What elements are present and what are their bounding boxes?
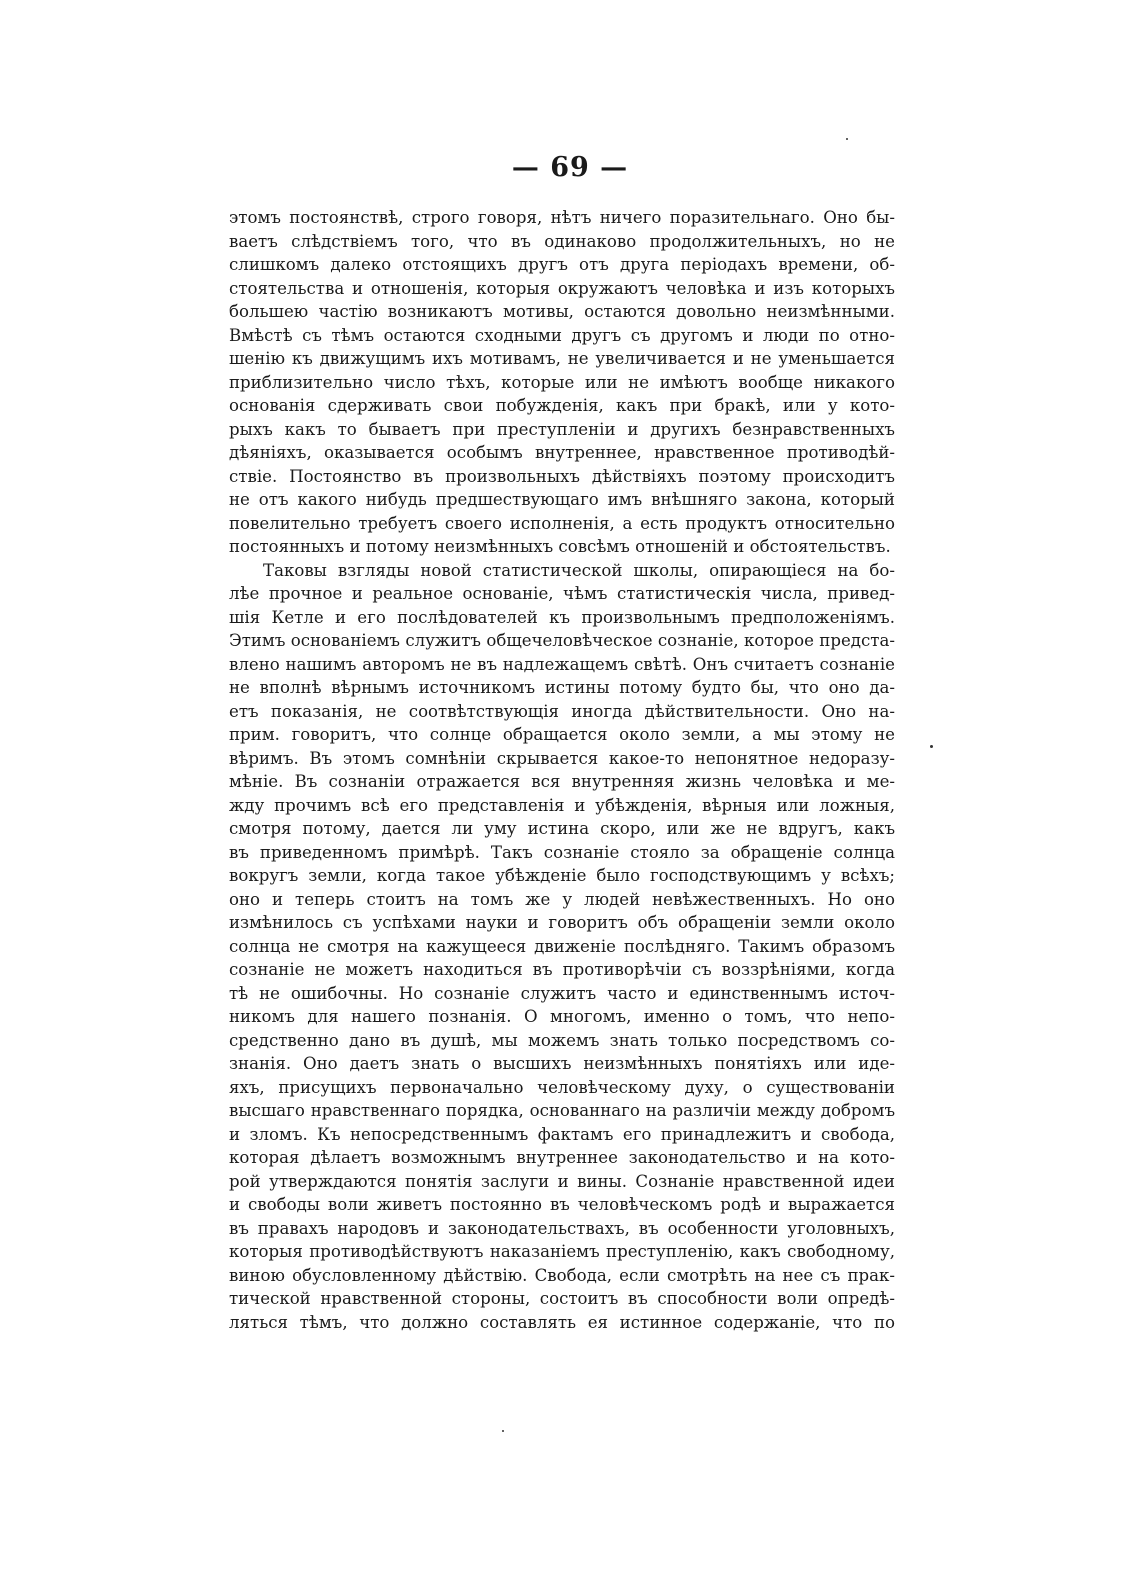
text-line: приблизительно число тѣхъ, которые или не имѣютъ вообще никакого [229, 372, 895, 392]
text-line: смотря потому, дается ли уму истина скоро, или же не вдругъ, какъ [229, 819, 895, 838]
text-line: въ правахъ народовъ и законодательствахъ, въ особенности уголовныхъ, [229, 1218, 895, 1238]
text-line: и зломъ. Къ непосредственнымъ фактамъ его принадлежитъ и свобода, [229, 1124, 895, 1144]
text-line: влено нашимъ авторомъ не въ надлежащемъ свѣтѣ. Онъ считаетъ сознаніе [229, 654, 895, 674]
text-line: не отъ какого нибудь предшествующаго имъ внѣшняго закона, который [229, 490, 895, 509]
text-line: повелительно требуетъ своего исполненія, а есть продуктъ относительно [229, 513, 895, 533]
text-line: Таковы взгляды новой статистической школы, опирающіеся на бо- [263, 560, 895, 580]
body-text [229, 206, 895, 1334]
text-line: этомъ постоянствѣ, строго говоря, нѣтъ ничего поразительнаго. Оно бы- [229, 208, 895, 227]
text-line: дѣяніяхъ, оказывается особымъ внутреннее, нравственное противодѣй- [229, 443, 895, 462]
text-line: тѣ не ошибочны. Но сознаніе служитъ часто и единственнымъ источ- [229, 983, 895, 1003]
text-line: высшаго нравственнаго порядка, основаннаго на различіи между добромъ [229, 1101, 895, 1120]
text-line: мѣніе. Въ сознаніи отражается вся внутренняя жизнь человѣка и ме- [229, 772, 895, 791]
text-line: оно и теперь стоитъ на томъ же у людей невѣжественныхъ. Но оно [229, 889, 895, 909]
text-line: которыя противодѣйствуютъ наказаніемъ преступленію, какъ свободному, [229, 1242, 895, 1261]
text-line: средственно дано въ душѣ, мы можемъ знать только посредствомъ со- [229, 1030, 895, 1050]
text-line: Вмѣстѣ съ тѣмъ остаются сходными другъ съ другомъ и люди по отно- [229, 325, 895, 345]
print-speck [930, 745, 933, 748]
text-line: прим. говоритъ, что солнце обращается около земли, а мы этому не [229, 725, 895, 744]
text-line: рой утверждаются понятія заслуги и вины. Сознаніе нравственной идеи [229, 1171, 895, 1191]
text-line: рыхъ какъ то бываетъ при преступленіи и другихъ безнравственныхъ [229, 419, 895, 439]
text-line: жду прочимъ всѣ его представленія и убѣжденія, вѣрныя или ложныя, [229, 795, 895, 815]
text-line: шенію къ движущимъ ихъ мотивамъ, не увеличивается и не уменьшается [229, 349, 895, 368]
page-number: — 69 — [511, 152, 629, 183]
text-line: большею частію возникаютъ мотивы, остаются довольно неизмѣнными. [229, 302, 895, 321]
text-line: шія Кетле и его послѣдователей къ произвольнымъ предположеніямъ. [229, 607, 895, 627]
text-line: ствіе. Постоянство въ произвольныхъ дѣйствіяхъ поэтому происходитъ [229, 466, 895, 486]
text-line: въ приведенномъ примѣрѣ. Такъ сознаніе стояло за обращеніе солнца [229, 842, 895, 862]
text-line: Этимъ основаніемъ служитъ общечеловѣческое сознаніе, которое предста- [229, 631, 895, 650]
text-line: никомъ для нашего познанія. О многомъ, именно о томъ, что непо- [229, 1007, 895, 1026]
text-line: вѣримъ. Въ этомъ сомнѣніи скрывается какое-то непонятное недоразу- [229, 748, 895, 768]
text-line: солнца не смотря на кажущееся движеніе послѣдняго. Такимъ образомъ [229, 936, 895, 956]
text-line: знанія. Оно даетъ знать о высшихъ неизмѣнныхъ понятіяхъ или иде- [229, 1054, 895, 1073]
text-line: постоянныхъ и потому неизмѣнныхъ совсѣмъ отношеній и обстоятельствъ. [229, 537, 891, 556]
text-line: вокругъ земли, когда такое убѣжденіе было господствующимъ у всѣхъ; [229, 866, 895, 885]
text-line: лѣе прочное и реальное основаніе, чѣмъ статистическія числа, привед- [229, 584, 895, 603]
text-line: етъ показанія, не соотвѣтствующія иногда дѣйствительности. Оно на- [229, 701, 895, 721]
text-line: измѣнилось съ успѣхами науки и говоритъ объ обращеніи земли около [229, 913, 895, 932]
text-line: стоятельства и отношенія, которыя окружаютъ человѣка и изъ которыхъ [229, 278, 895, 298]
text-line: слишкомъ далеко отстоящихъ другъ отъ друга періодахъ времени, об- [229, 255, 895, 274]
text-line: основанія сдерживать свои побужденія, какъ при бракѣ, или у кото- [229, 396, 895, 415]
text-line: и свободы воли живетъ постоянно въ человѣческомъ родѣ и выражается [229, 1195, 895, 1214]
text-line: ляться тѣмъ, что должно составлять ея истинное содержаніе, что по [229, 1312, 895, 1332]
text-line: яхъ, присущихъ первоначально человѣческому духу, о существованіи [229, 1077, 895, 1097]
text-line: тической нравственной стороны, состоитъ въ способности воли опредѣ- [229, 1289, 895, 1308]
text-line: сознаніе не можетъ находиться въ противорѣчіи съ воззрѣніями, когда [229, 960, 895, 979]
print-speck [846, 138, 848, 140]
print-speck [502, 1430, 504, 1432]
text-line: которая дѣлаетъ возможнымъ внутреннее законодательство и на кото- [229, 1148, 895, 1167]
text-line: виною обусловленному дѣйствію. Свобода, если смотрѣть на нее съ прак- [229, 1265, 895, 1285]
text-line: ваетъ слѣдствіемъ того, что въ одинаково продолжительныхъ, но не [229, 231, 895, 251]
text-line: не вполнѣ вѣрнымъ источникомъ истины потому будто бы, что оно да- [229, 678, 895, 697]
